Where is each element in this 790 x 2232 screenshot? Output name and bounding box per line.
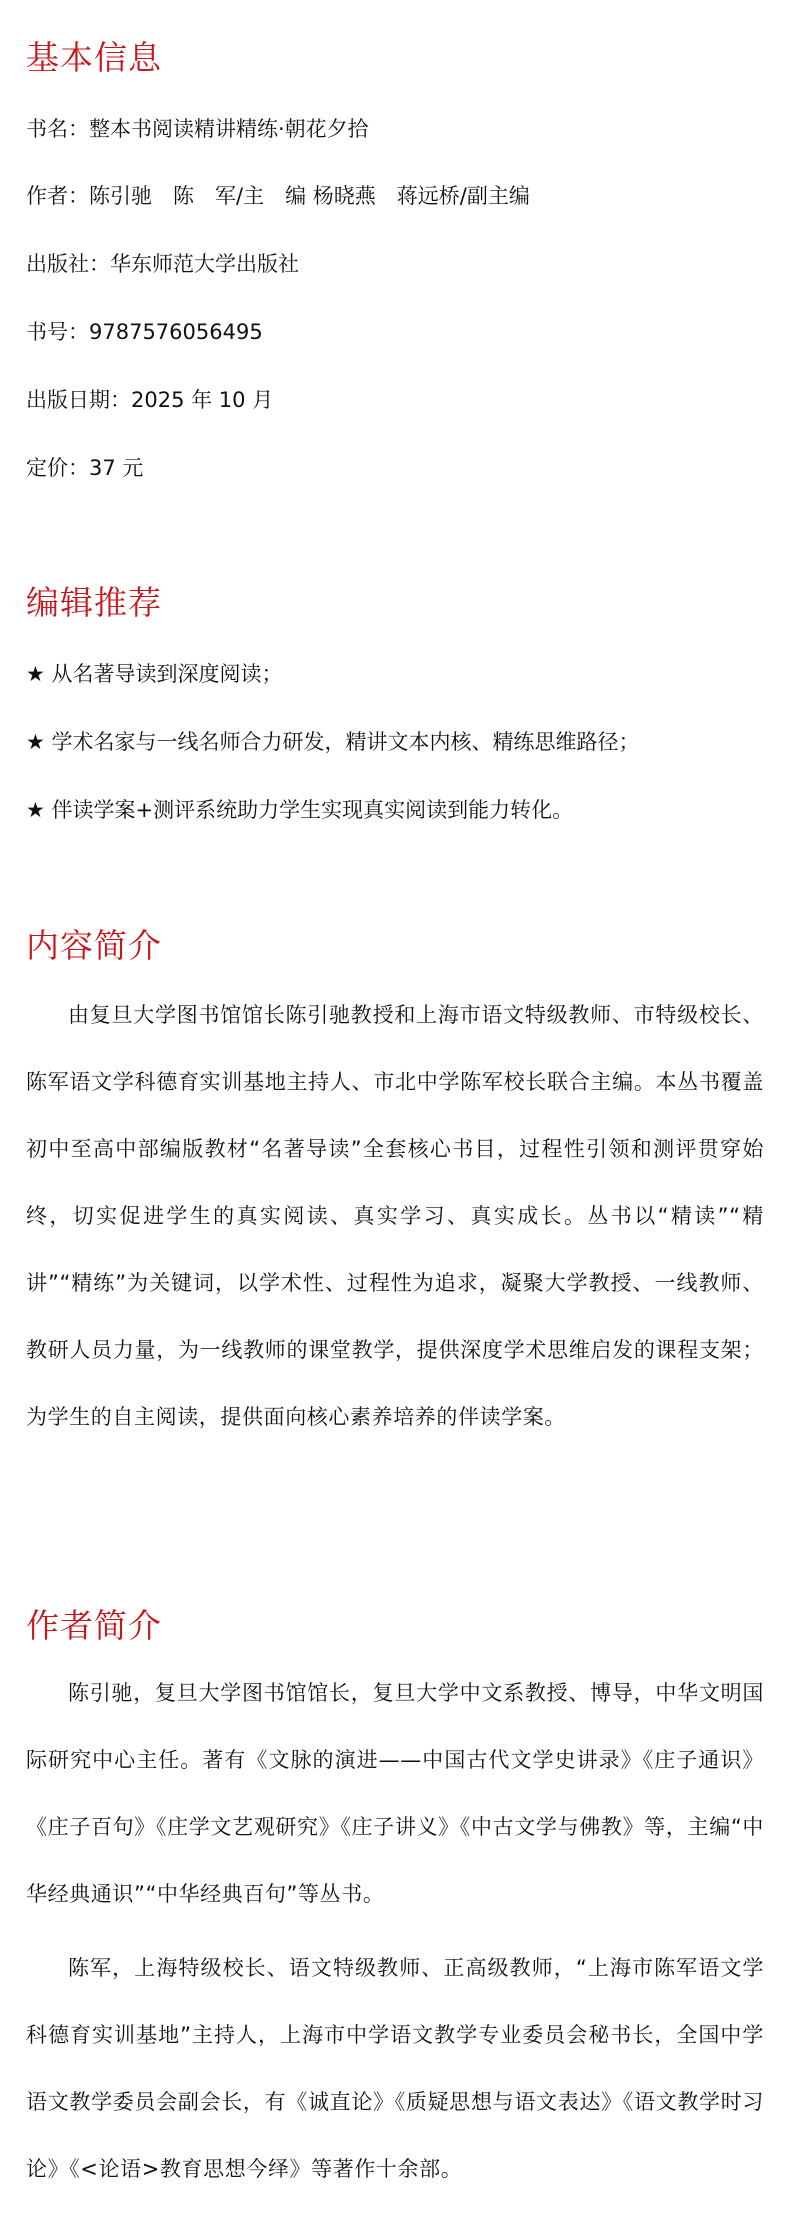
content-intro-heading: 内容简介 bbox=[26, 926, 162, 965]
author-intro-heading: 作者简介 bbox=[26, 1606, 162, 1645]
book-title-line: 书名：整本书阅读精讲精练·朝花夕拾 bbox=[26, 117, 369, 141]
price-line: 定价：37 元 bbox=[26, 456, 144, 480]
content-intro-paragraph: 由复旦大学图书馆馆长陈引驰教授和上海市语文特级教师、市特级校长、陈军语文学科德育实训基地主持人、市北中学陈军校长联合主编。本丛书覆盖初中至高中部编版教材“名著导读”全套核心书目，过程性引领和测评贯穿始终，切实促进学生的真实阅读、真实学习、真实成长。丛书以“精读”“精讲”“精练”为关键词，以学术性、过程性为追求，凝聚大学教授、一线教师、教研人员力量，为一线教师的课堂教学，提供深度学术思维启发的课程支架；为学生的自主阅读，提供面向核心素养培养的伴读学案。 bbox=[26, 1003, 764, 1429]
publish-date-line: 出版日期：2025 年 10 月 bbox=[26, 388, 274, 412]
isbn-line: 书号：9787576056495 bbox=[26, 320, 263, 344]
recommend-item: ★ 学术名家与一线名师合力研发，精讲文本内核、精练思维路径； bbox=[26, 730, 640, 754]
author-intro-paragraph: 陈引驰，复旦大学图书馆馆长，复旦大学中文系教授、博导，中华文明国际研究中心主任。著有《文脉的演进——中国古代文学史讲录》《庄子通识》《庄子百句》《庄学文艺观研究》《庄子讲义》《中古文学与佛教》等，主编“中华经典通识”“中华经典百句”等丛书。 bbox=[26, 1681, 764, 1906]
publisher-line: 出版社：华东师范大学出版社 bbox=[26, 252, 299, 276]
recommend-item: ★ 从名著导读到深度阅读； bbox=[26, 662, 283, 686]
basic-info-heading: 基本信息 bbox=[26, 38, 162, 77]
author-intro-paragraph: 陈军，上海特级校长、语文特级教师、正高级教师，“上海市陈军语文学科德育实训基地”主持人，上海市中学语文教学专业委员会秘书长，全国中学语文教学委员会副会长，有《诚直论》《质疑思想与语文表达》《语文教学时习论》《<论语>教育思想今绎》等著作十余部。 bbox=[26, 1956, 764, 2181]
author-line: 作者：陈引驰 陈 军/主 编 杨晓燕 蒋远桥/副主编 bbox=[26, 184, 530, 208]
editor-recommend-heading: 编辑推荐 bbox=[26, 583, 162, 622]
recommend-item: ★ 伴读学案+测评系统助力学生实现真实阅读到能力转化。 bbox=[26, 798, 574, 822]
